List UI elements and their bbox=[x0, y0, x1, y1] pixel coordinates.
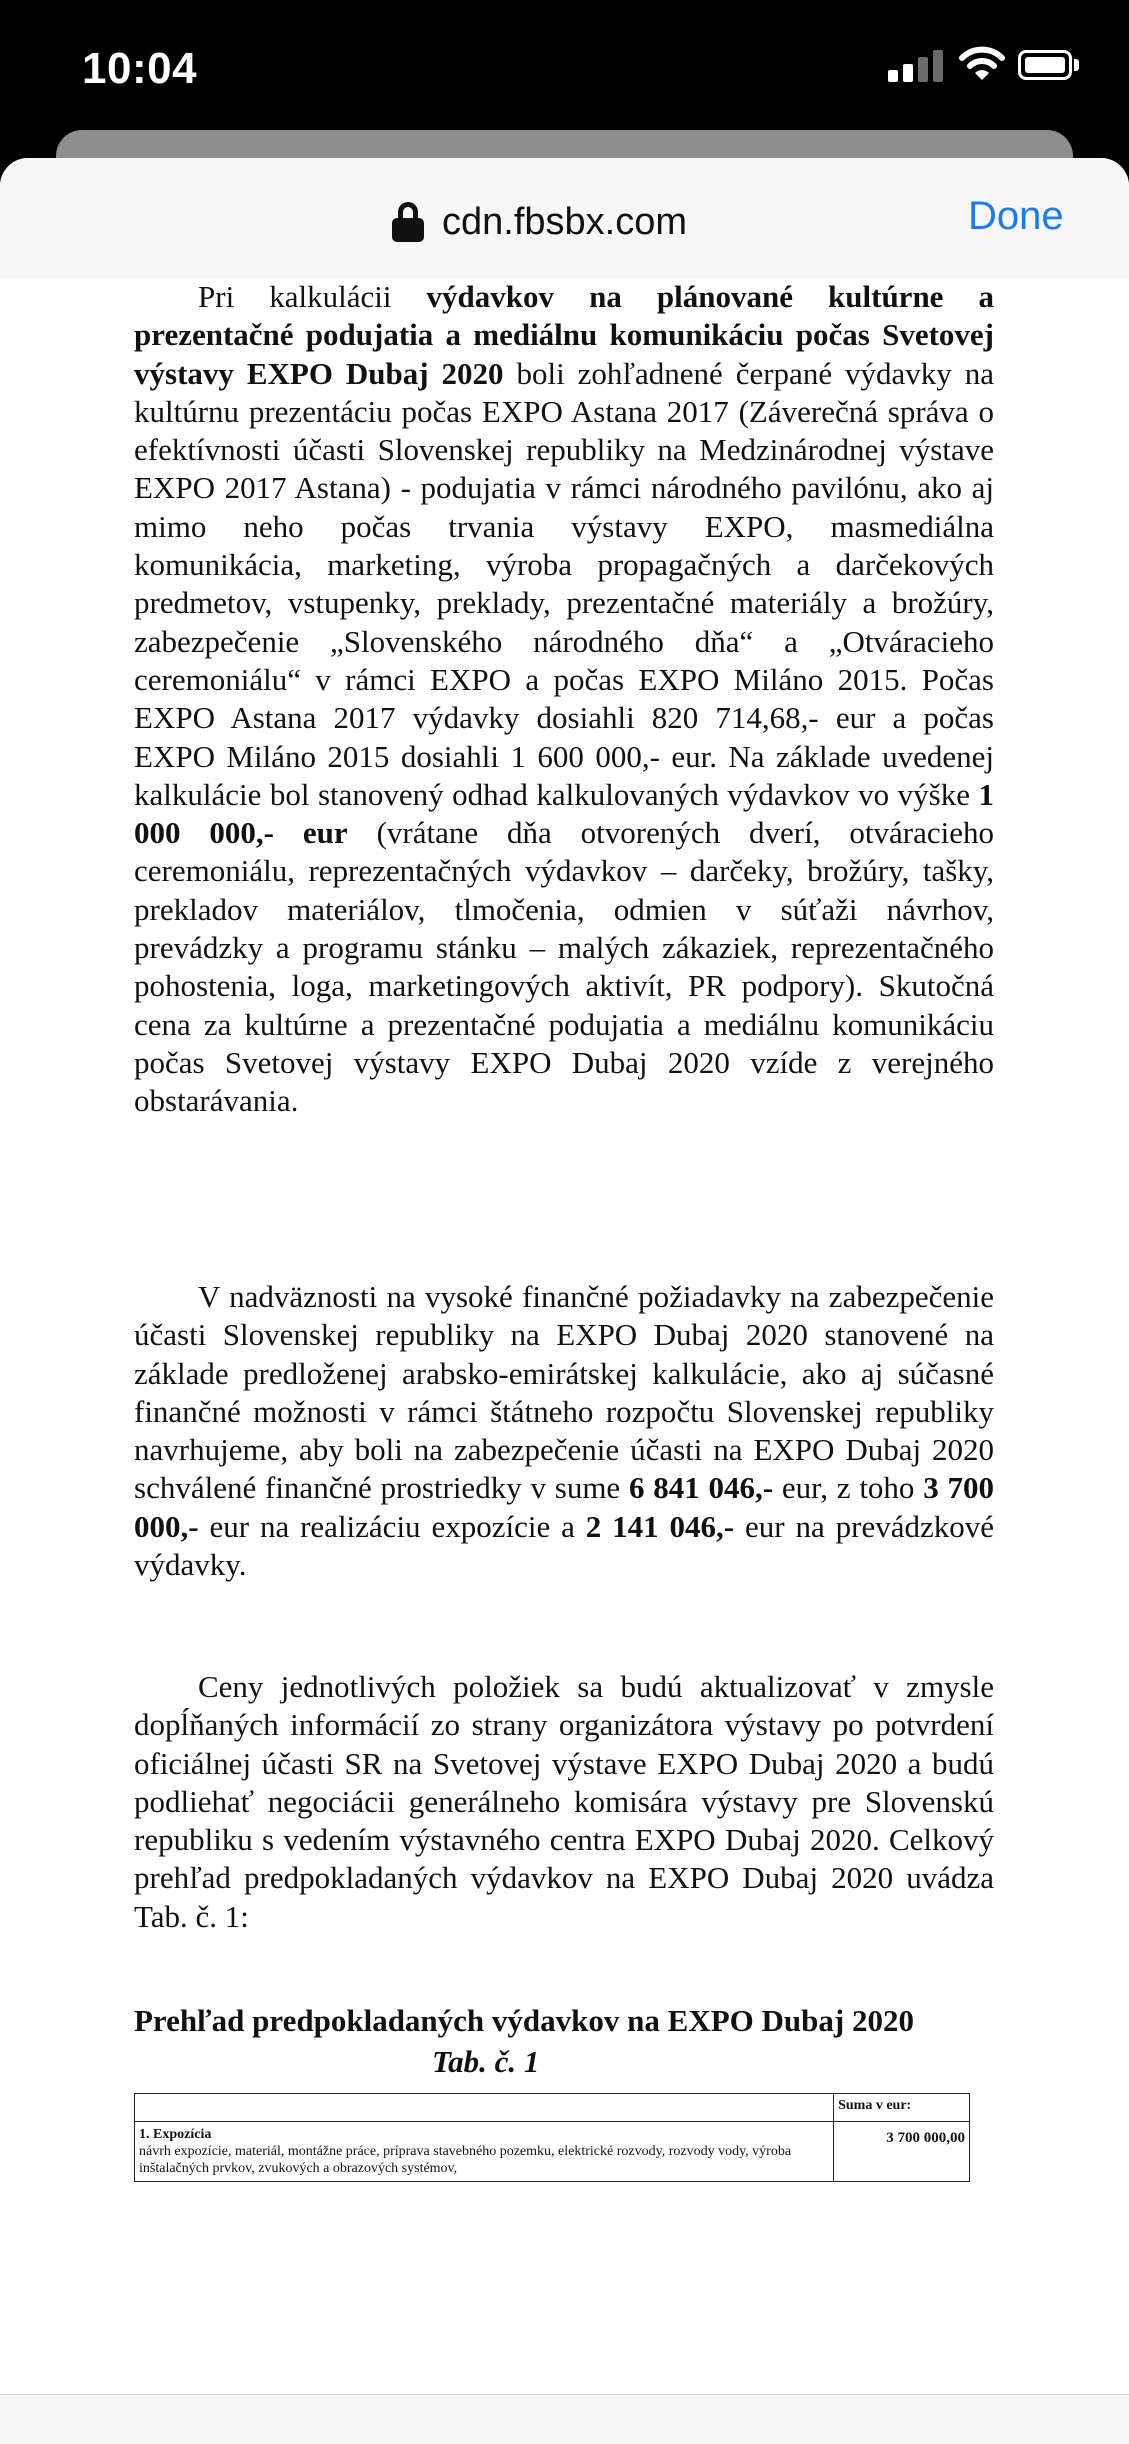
url-display[interactable] bbox=[392, 196, 687, 248]
web-view-sheet bbox=[0, 158, 1129, 2444]
table-header-item bbox=[135, 2094, 834, 2122]
p2-bold-1: 6 841 046,- bbox=[628, 1470, 774, 1506]
done-button[interactable]: Done bbox=[968, 194, 1064, 238]
document-content bbox=[0, 278, 1129, 2394]
url-text: cdn.fbsbx.com bbox=[442, 200, 687, 243]
row-title: 1. Expozícia bbox=[139, 2127, 212, 2142]
paragraph-3 bbox=[134, 1668, 994, 1936]
battery-icon bbox=[1018, 50, 1080, 80]
table-header-suma: Suma v eur: bbox=[834, 2094, 970, 2122]
p1-text-2: boli zohľadnené čerpané výdavky na kultúrnu prezentáciu počas EXPO Astana 2017 (Záverečná správa o efektívnosti účasti Slovenskej republiky na Medzinárodnej výstave EXPO 2017 Astana) - podujatia v rámci národného pavilónu, ako aj mimo neho počas trvania výstavy EXPO, masmediálna komunikácia, marketing, výroba propagačných a darčekových predmetov, vstupenky, preklady, prezentačné materiály a brožúry, zabezpečenie „Slovenského národného dňa“ a „Otváracieho ceremoniálu“ v rámci EXPO a počas EXPO Miláno 2015. Počas EXPO Astana 2017 výdavky dosiahli 820 714,68,- eur a počas EXPO Miláno 2015 dosiahli 1 600 000,- eur. Na základe uvedenej kalkulácie bol stanovený odhad kalkulovaných výdavkov vo výške bbox=[134, 355, 994, 812]
table-title: Prehľad predpokladaných výdavkov na EXPO Dubaj 2020 bbox=[134, 2003, 914, 2038]
p1-text-3: (vrátane dňa otvorených dverí, otváracieho ceremoniálu, reprezentačných výdavkov – darčeky, brožúry, tašky, prekladov materiálov, tlmočenia, odmien v súťaži návrhov, prevádzky a programu stánku – malých zákaziek, reprezentačného pohostenia, loga, marketingových aktivít, PR podpory). Skutočná cena za kultúrne a prezentačné podujatia a mediálnu komunikáciu počas Svetovej výstavy EXPO Dubaj 2020 vzíde z verejného obstarávania. bbox=[134, 815, 994, 1119]
p1-bold-1: výdavkov na plánované kultúrne a prezentačné podujatia a mediálnu komunikáciu počas Svetovej výstavy EXPO Dubaj 2020 bbox=[134, 279, 995, 391]
p2-text-2: eur, z toho bbox=[773, 1470, 924, 1506]
bottom-toolbar bbox=[0, 2394, 1129, 2444]
p2-text-4: eur na prevádzkové výdavky. bbox=[134, 1508, 995, 1583]
table-header-row bbox=[135, 2094, 970, 2122]
p2-text-3: eur na realizáciu expozície a bbox=[198, 1508, 586, 1544]
lock-icon bbox=[392, 202, 424, 242]
status-bar bbox=[0, 0, 1129, 140]
table-row bbox=[135, 2122, 970, 2182]
paragraph-1 bbox=[134, 278, 994, 1121]
nav-bar bbox=[0, 158, 1129, 278]
expenses-table bbox=[134, 2093, 970, 2182]
p3-text: Ceny jednotlivých položiek sa budú aktualizovať v zmysle dopĺňaných informácií zo strany organizátora výstavy po potvrdení oficiálnej účasti SR na Svetovej výstave EXPO Dubaj 2020 a budú podliehať negociácii generálneho komisára výstavy pre Slovenskú republiku s vedením výstavného centra EXPO Dubaj 2020. Celkový prehľad predpokladaných výdavkov na EXPO Dubaj 2020 uvádza Tab. č. 1: bbox=[134, 1669, 994, 1934]
status-time: 10:04 bbox=[82, 44, 198, 93]
p2-bold-2: 3 700 000,- bbox=[134, 1470, 995, 1544]
table-cell-item bbox=[135, 2122, 834, 2182]
paragraph-2 bbox=[134, 1278, 994, 1584]
table-cell-amount: 3 700 000,00 bbox=[834, 2122, 970, 2182]
row-description: návrh expozície, materiál, montážne práce, príprava stavebného pozemku, elektrické rozvody, rozvody vody, výroba inštalačných prvkov, zvukových a obrazových systémov, bbox=[139, 2144, 792, 2176]
table-subtitle: Tab. č. 1 bbox=[432, 2044, 540, 2079]
p1-text-1: Pri kalkulácii bbox=[198, 279, 427, 314]
wifi-icon bbox=[958, 44, 1006, 84]
p1-bold-2: 1 000 000,- eur bbox=[134, 776, 994, 851]
p2-bold-3: 2 141 046,- bbox=[585, 1508, 735, 1544]
p2-text-1: V nadväznosti na vysoké finančné požiadavky na zabezpečenie účasti Slovenskej republiky na EXPO Dubaj 2020 stanovené na základe predloženej arabsko-emirátskej kalkulácie, ako aj súčasné finančné možnosti v rámci štátneho rozpočtu Slovenskej republiky navrhujeme, aby boli na zabezpečenie účasti na EXPO Dubaj 2020 schválené finančné prostriedky v sume bbox=[134, 1279, 994, 1506]
cellular-signal-icon bbox=[888, 50, 944, 82]
